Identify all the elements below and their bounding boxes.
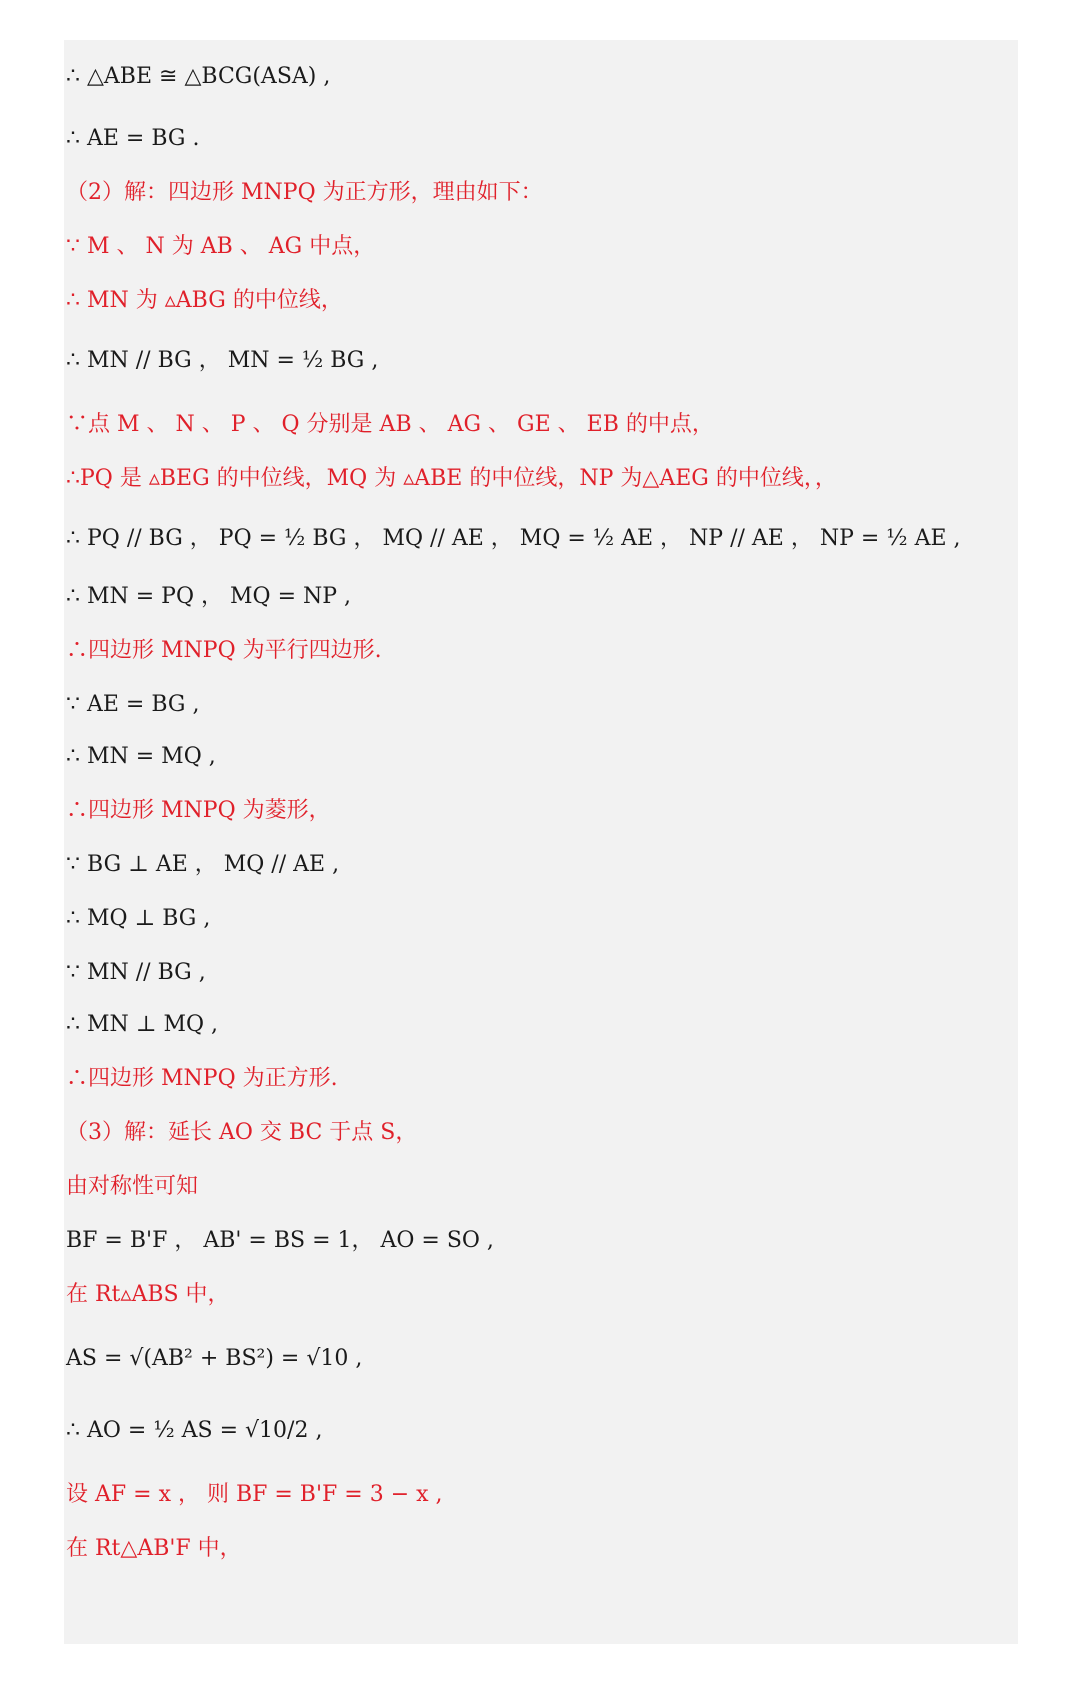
proof-line <box>66 1010 1010 1040</box>
proof-line-text: ∴ MN = PQ ， MQ = NP , <box>66 584 352 609</box>
proof-line-text: ∴ MN // BG ， MN = ½ BG , <box>66 348 379 373</box>
proof-line-text: ∴ MN 为 ▵ABG 的中位线， <box>66 288 343 313</box>
proof-line <box>66 346 1010 376</box>
proof-line <box>66 1064 1010 1094</box>
proof-line-text: ∴PQ 是 ▵BEG 的中位线，MQ 为 ▵ABE 的中位线，NP 为△AEG 的中位线，， <box>66 466 837 491</box>
proof-line-text: AS = √(AB² + BS²) = √10 , <box>66 1346 363 1371</box>
proof-line <box>66 62 1010 92</box>
proof-line-text: ∴ MN = MQ , <box>66 744 216 769</box>
proof-line <box>66 1480 1010 1510</box>
proof-line-text: 由对称性可知 <box>66 1174 199 1199</box>
proof-line <box>66 410 1010 440</box>
proof-line <box>66 464 1010 494</box>
proof-line <box>66 524 1010 554</box>
proof-line-text: ∴四边形 MNPQ 为菱形， <box>66 798 331 823</box>
proof-line-text: 在 Rt▵ABS 中， <box>66 1282 230 1307</box>
proof-line-text: ∵ MN // BG , <box>66 960 206 985</box>
proof-line-text: ∴四边形 MNPQ 为平行四边形. <box>66 638 382 663</box>
proof-line <box>66 1226 1010 1256</box>
proof-line-text: ∴ PQ // BG ， PQ = ½ BG ， MQ // AE ， MQ = ½ AE ， NP // AE ， NP = ½ AE , <box>66 526 961 551</box>
proof-line-text: ∵点 M 、 N 、 P 、 Q 分别是 AB 、 AG 、 GE 、 EB 的中点， <box>66 412 714 437</box>
proof-line <box>66 582 1010 612</box>
proof-line-text: ∴ AO = ½ AS = √10/2 , <box>66 1418 323 1443</box>
proof-line-text: 在 Rt△AB'F 中， <box>66 1536 242 1561</box>
proof-line-text: ∵ M 、 N 为 AB 、 AG 中点， <box>66 234 376 259</box>
proof-line <box>66 796 1010 826</box>
proof-line-text: 设 AF = x ， 则 BF = B'F = 3 − x , <box>66 1482 443 1507</box>
proof-line <box>66 904 1010 934</box>
proof-line <box>66 1416 1010 1446</box>
proof-line-text: ∵ BG ⊥ AE ， MQ // AE , <box>66 852 340 877</box>
proof-line-text: ∴四边形 MNPQ 为正方形. <box>66 1066 338 1091</box>
proof-line <box>66 1280 1010 1310</box>
proof-line <box>66 742 1010 772</box>
proof-line-text: ∵ AE = BG , <box>66 692 200 717</box>
document-page <box>64 40 1018 1644</box>
proof-line-text: ∴ MN ⊥ MQ , <box>66 1012 218 1037</box>
proof-line <box>66 1172 1010 1202</box>
proof-line <box>66 636 1010 666</box>
proof-line-text: （3）解：延长 AO 交 BC 于点 S， <box>66 1120 418 1145</box>
proof-line <box>66 690 1010 720</box>
proof-line <box>66 1118 1010 1148</box>
proof-line-text: BF = B'F ， AB' = BS = 1， AO = SO , <box>66 1228 494 1253</box>
proof-line-text: ∴ MQ ⊥ BG , <box>66 906 211 931</box>
proof-line <box>66 232 1010 262</box>
proof-line-text: （2）解：四边形 MNPQ 为正方形，理由如下： <box>66 180 543 205</box>
proof-line <box>66 1534 1010 1564</box>
proof-line <box>66 178 1010 208</box>
proof-line <box>66 1344 1010 1374</box>
proof-line <box>66 124 1010 154</box>
proof-line <box>66 286 1010 316</box>
proof-line <box>66 958 1010 988</box>
proof-line-text: ∴ △ABE ≅ △BCG(ASA) , <box>66 64 331 89</box>
proof-line <box>66 850 1010 880</box>
proof-line-text: ∴ AE = BG . <box>66 126 200 151</box>
